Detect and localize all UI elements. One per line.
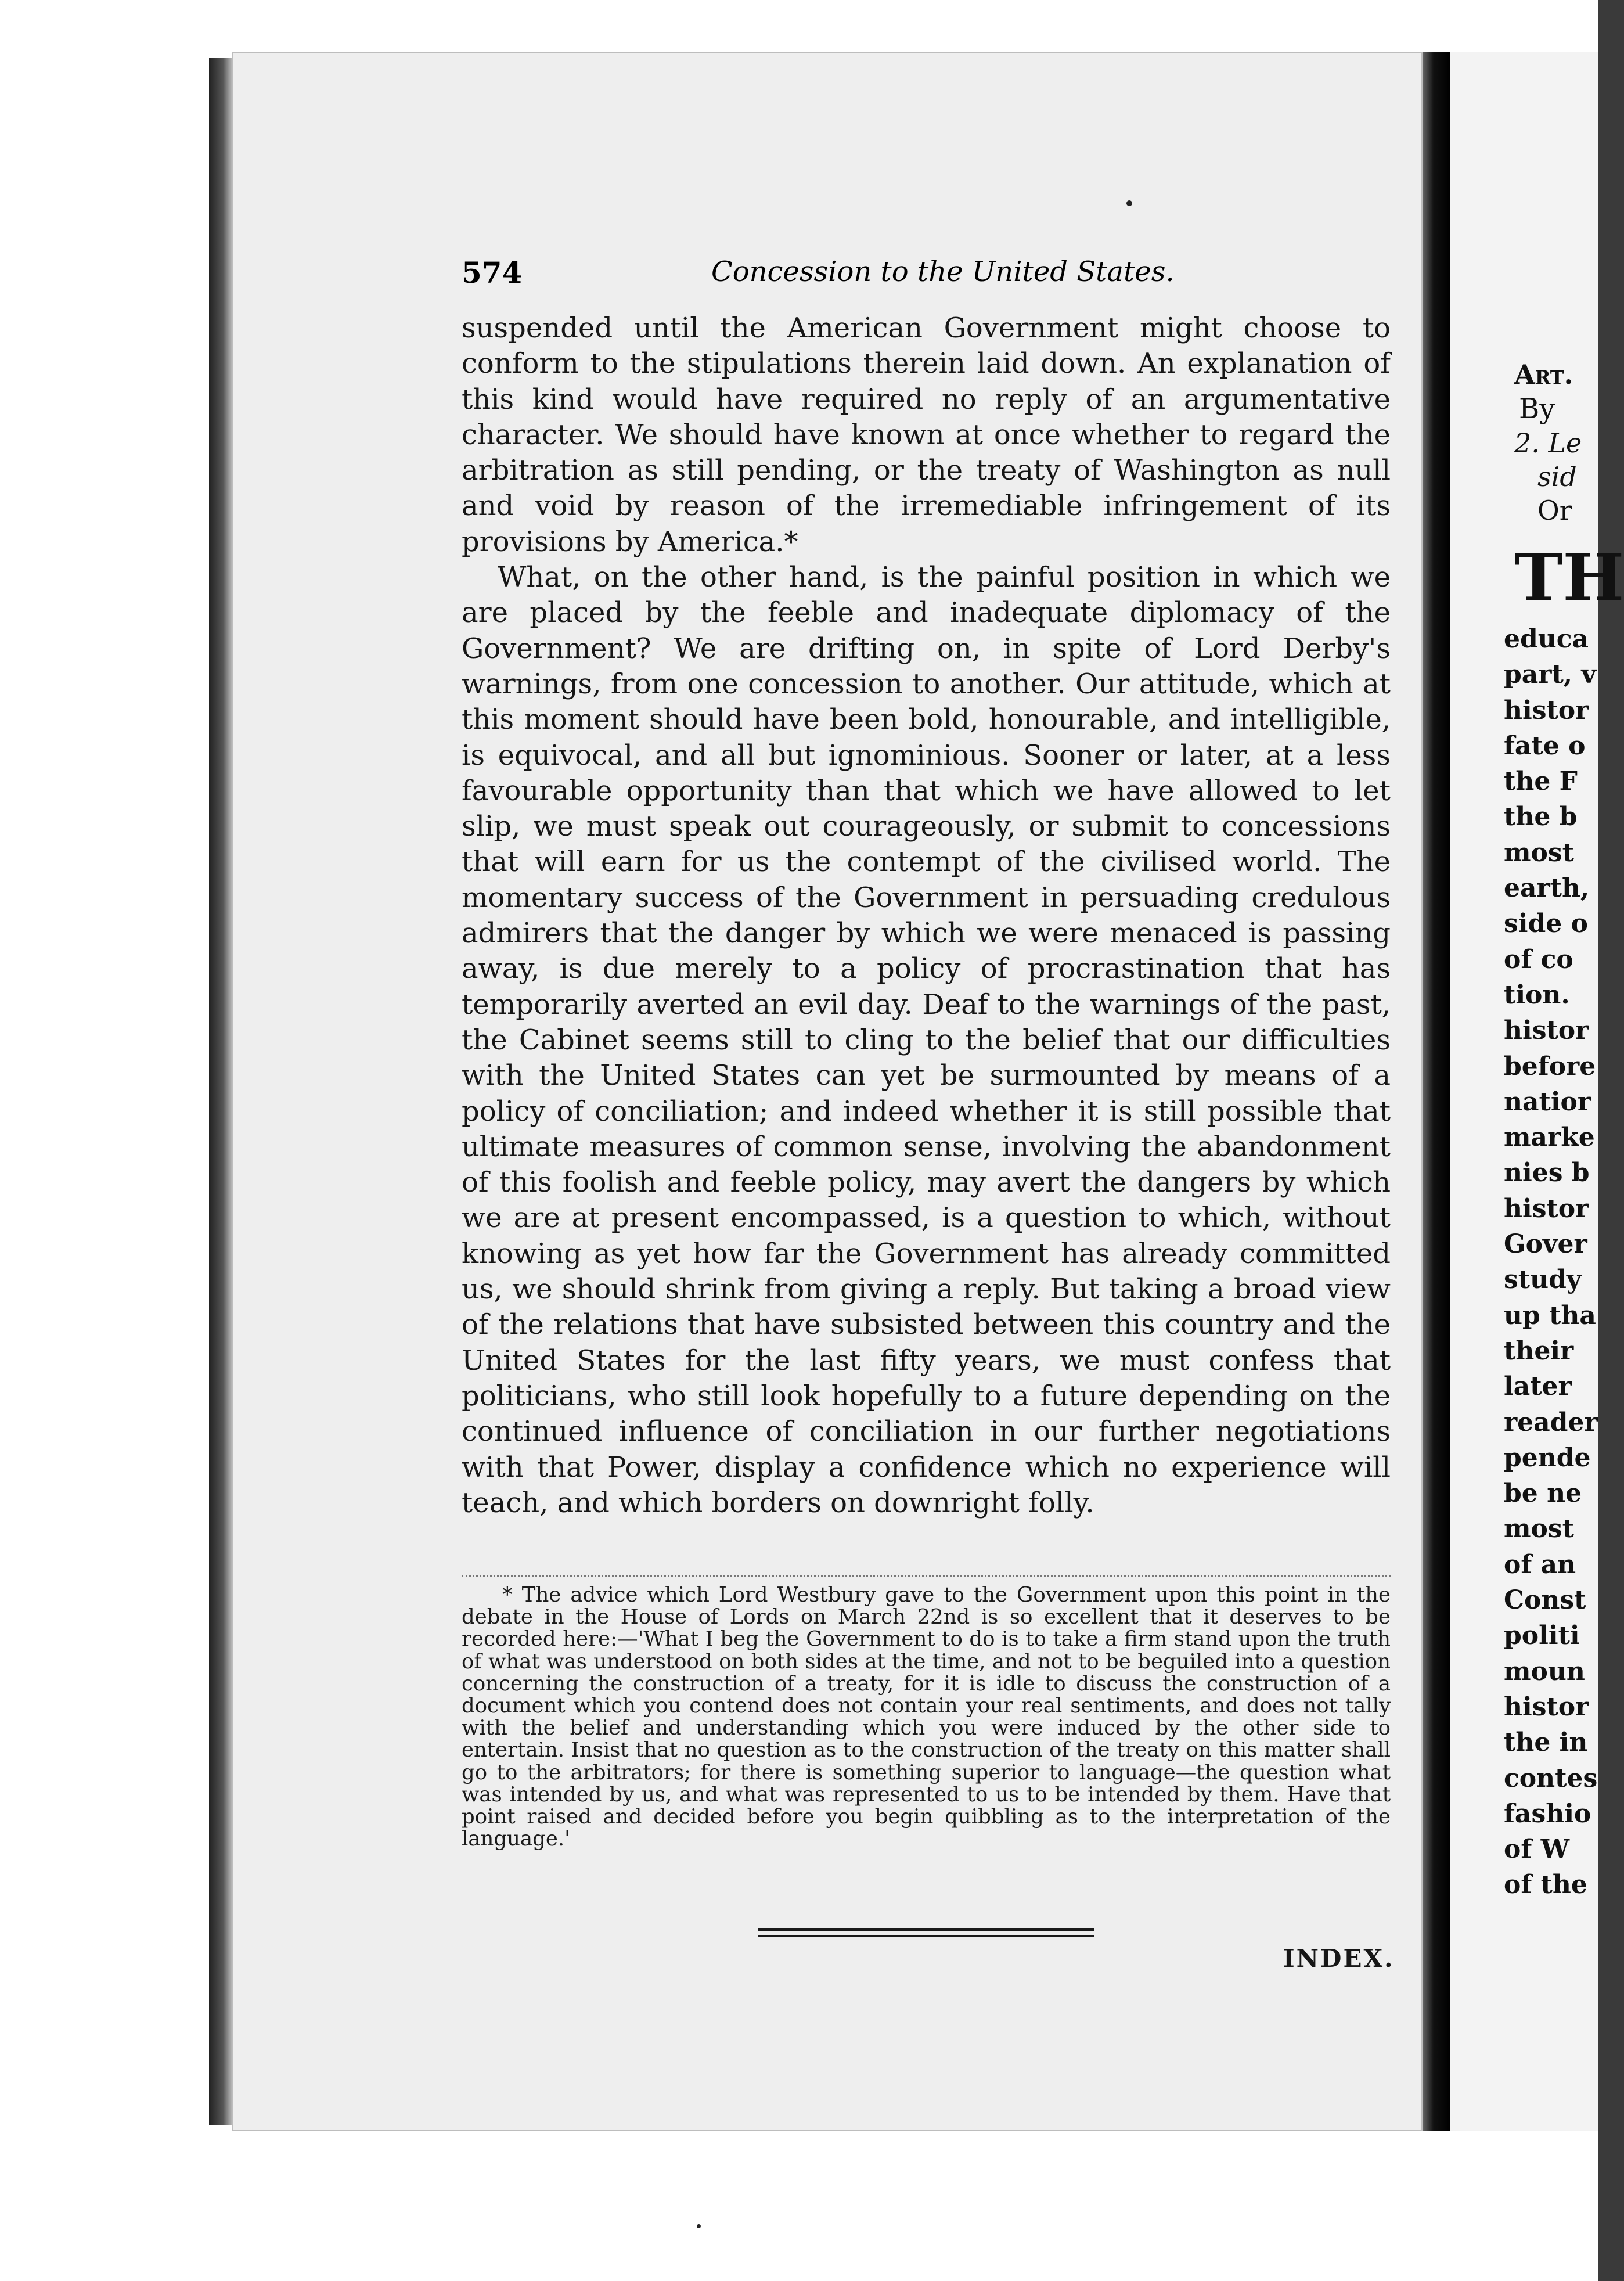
right-page-line: Gover (1504, 1229, 1587, 1260)
right-page-line: fate o (1504, 731, 1586, 761)
right-page-line: 2. Le (1514, 427, 1582, 459)
page-number: 574 (462, 256, 523, 290)
right-page-line: educa (1504, 624, 1589, 654)
running-title: Concession to the United States. (711, 256, 1175, 288)
right-page-line: histor (1504, 695, 1589, 725)
right-page-line: before (1504, 1051, 1596, 1081)
scan-bottom-margin (209, 2131, 1598, 2281)
right-page-by: By (1519, 393, 1555, 425)
right-page-text-fragment (1504, 621, 1603, 1903)
right-page-line: sid (1537, 461, 1577, 492)
footnote-rule (462, 1575, 1391, 1577)
right-page-line: Or (1537, 495, 1572, 526)
right-page-line: Const (1504, 1585, 1586, 1616)
right-page-line: be ne (1504, 1478, 1582, 1509)
paragraph: What, on the other hand, is the painful position in which we are placed by the feeble and inadequate diplomacy of the Government? We are drifting on, in spite of Lord Derby's warnings, from one concession to another. Our attitude, which at this moment should have been bold, honourable, and intelligible, is equivocal, and all but ignominious. Sooner or later, at a less favourable opportunity than that which we have allowed to let slip, we must speak out courageously, or submit to concessions that will earn for us the contempt of the civilised world. The momentary success of the Government in persuading credulous admirers that the danger by which we were menaced is passing away, is due merely to a policy of procrastination that has temporarily averted an evil day. Deaf to the warnings of the past, the Cabinet seems still to cling to the belief that our difficulties with the United States can yet be surmounted by means of a policy of conciliation; and indeed whether it is still possible that ultimate measures of common sense, involving the abandonment of this foolish and feeble policy, may avert the dangers by which we are at present encompassed, is a question to which, without knowing as yet how far the Government has already committed us, we should shrink from giving a reply. But taking a broad view of the relations that have subsisted between this country and the United States for the last fifty years, we must confess that politicians, who still look hopefully to a future depending on the continued influence of conciliation in our further negotiations with that Power, display a confidence which no experience will teach, and which borders on downright folly. (462, 561, 1391, 1519)
right-page-line: up tha (1504, 1300, 1596, 1330)
right-page-line: marke (1504, 1122, 1595, 1153)
right-page-line: nies b (1504, 1158, 1590, 1188)
right-page-line: of the (1504, 1870, 1587, 1900)
right-page-line: study (1504, 1265, 1582, 1295)
ink-speck (1126, 200, 1132, 206)
right-page-line: the b (1504, 802, 1578, 832)
right-page-line: moun (1504, 1656, 1585, 1686)
right-page-line: fashio (1504, 1798, 1591, 1829)
scan-margin (0, 0, 209, 2281)
right-page-line: the F (1504, 767, 1578, 797)
ink-speck (697, 2224, 701, 2228)
footnote: * The advice which Lord Westbury gave to the Government upon this point in the debate in the House of Lords on March 22nd is so excellent that it deserves to be recorded here:—'What I beg the Government to do is to take a firm stand upon the truth of what was understood on both sides at the time, and not to be beguiled into a question concerning the construction of a treaty, for it is idle to discuss the construction of a document which you contend does not contain your real sentiments, and does not tally with the belief and understanding which you were induced by the other side to entertain. Insist that no question as to the construction of the treaty on this matter shall go to the arbitrators; for there is something superior to language—the question what was intended by us, and what was represented to us to be intended by them. Have that point raised and decided before you begin quibbling as to the interpretation of the language.' (462, 1583, 1391, 1851)
right-page-line: reader (1504, 1407, 1598, 1437)
running-head (462, 256, 1391, 296)
right-page-line: contes (1504, 1763, 1598, 1793)
right-page-line: tion. (1504, 980, 1570, 1010)
right-page-line: of co (1504, 944, 1573, 974)
right-page-line: the in (1504, 1728, 1588, 1758)
right-page-line: histor (1504, 1692, 1589, 1722)
right-page-line: most (1504, 1514, 1574, 1544)
right-page-line: pende (1504, 1442, 1591, 1473)
catchword: INDEX. (1283, 1944, 1395, 1973)
book-gutter (1423, 52, 1450, 2131)
right-page-line: their (1504, 1336, 1574, 1366)
paragraph: suspended until the American Government might choose to conform to the stipulations therein laid down. An explanation of this kind would have required no reply of an argumentative character. We should have known at once whether to regard the arbitration as still pending, or the treaty of Washington as null and void by reason of the irremediable infringement of its provisions by America.* (462, 312, 1391, 558)
right-page-line: most (1504, 837, 1574, 868)
end-rule-thin (758, 1935, 1094, 1937)
right-page-line: earth, (1504, 873, 1590, 904)
right-page-line: side o (1504, 909, 1588, 939)
body-text (462, 311, 1391, 1521)
right-page-line: part, v (1504, 660, 1596, 690)
book-edge-shadow (209, 58, 232, 2125)
right-page-line: later (1504, 1372, 1572, 1402)
right-page-line: of an (1504, 1549, 1576, 1580)
right-page-article-label: Art. (1514, 359, 1573, 390)
right-page-line: of W (1504, 1834, 1570, 1865)
right-page-line: histor (1504, 1193, 1589, 1224)
right-page-dropcap: TH (1514, 540, 1624, 616)
right-page-line: histor (1504, 1016, 1589, 1046)
right-page-line: politi (1504, 1621, 1580, 1651)
end-rule (758, 1928, 1094, 1931)
right-page-line: natior (1504, 1086, 1591, 1117)
